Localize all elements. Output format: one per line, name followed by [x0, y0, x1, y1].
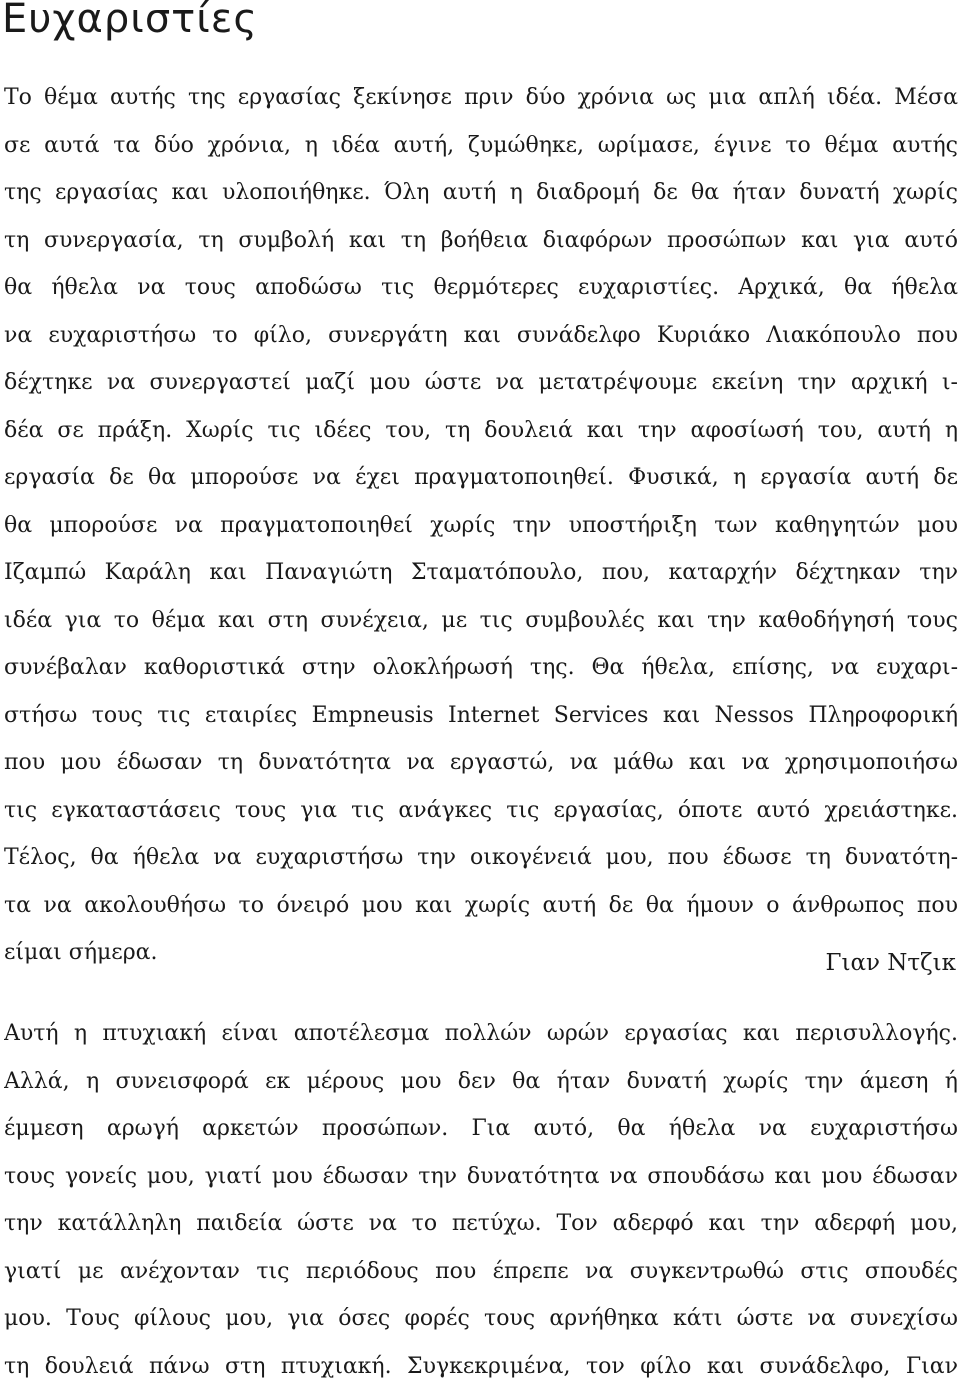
text-line: στήσω τους τις εταιρίες Empneusis Internet Services και Nessos Πληροφορική	[4, 692, 958, 740]
text-line: Αλλά, η συνεισφορά εκ μέρους μου δεν θα ήταν δυνατή χωρίς την άμεση ή	[4, 1058, 958, 1106]
text-line: τα να ακολουθήσω το όνειρό μου και χωρίς αυτή δε θα ήμουν ο άνθρωπος που	[4, 882, 958, 930]
text-line: Αυτή η πτυχιακή είναι αποτέλεσμα πολλών ωρών εργασίας και περισυλλογής.	[4, 1010, 958, 1058]
text-line: σε αυτά τα δύο χρόνια, η ιδέα αυτή, ζυμώθηκε, ωρίμασε, έγινε το θέμα αυτής	[4, 122, 958, 170]
signature: Γιαν Ντζικ	[825, 940, 956, 987]
acknowledgements-paragraph-1	[4, 74, 958, 977]
text-line: Ιζαμπώ Καράλη και Παναγιώτη Σταματόπουλο, που, καταρχήν δέχτηκαν την	[4, 549, 958, 597]
text-line: να ευχαριστήσω το φίλο, συνεργάτη και συνάδελφο Κυριάκο Λιακόπουλο που	[4, 312, 958, 360]
text-line: που μου έδωσαν τη δυνατότητα να εργαστώ, να μάθω και να χρησιμοποιήσω	[4, 739, 958, 787]
text-line: τη δουλειά πάνω στη πτυχιακή. Συγκεκριμένα, τον φίλο και συνάδελφο, Γιαν	[4, 1343, 958, 1390]
text-line: την κατάλληλη παιδεία ώστε να το πετύχω. Τον αδερφό και την αδερφή μου,	[4, 1200, 958, 1248]
text-line: τις εγκαταστάσεις τους για τις ανάγκες τις εργασίας, όποτε αυτό χρειάστηκε.	[4, 787, 958, 835]
text-line: γιατί με ανέχονταν τις περιόδους που έπρεπε να συγκεντρωθώ στις σπουδές	[4, 1248, 958, 1296]
text-line: τη συνεργασία, τη συμβολή και τη βοήθεια διαφόρων προσώπων και για αυτό	[4, 217, 958, 265]
text-line: της εργασίας και υλοποιήθηκε. Όλη αυτή η διαδρομή δε θα ήταν δυνατή χωρίς	[4, 169, 958, 217]
text-line: θα μπορούσε να πραγματοποιηθεί χωρίς την υποστήριξη των καθηγητών μου	[4, 502, 958, 550]
acknowledgements-paragraph-2	[4, 1010, 958, 1390]
text-line: δέα σε πράξη. Χωρίς τις ιδέες του, τη δουλειά και την αφοσίωσή του, αυτή η	[4, 407, 958, 455]
page-title: Ευχαριστίες	[2, 0, 258, 42]
text-line: είμαι σήμερα.	[4, 929, 958, 977]
text-line: ιδέα για το θέμα και στη συνέχεια, με τις συμβουλές και την καθοδήγησή τους	[4, 597, 958, 645]
text-line: θα ήθελα να τους αποδώσω τις θερμότερες ευχαριστίες. Αρχικά, θα ήθελα	[4, 264, 958, 312]
text-line: μου. Τους φίλους μου, για όσες φορές τους αρνήθηκα κάτι ώστε να συνεχίσω	[4, 1295, 958, 1343]
text-line: Τέλος, θα ήθελα να ευχαριστήσω την οικογένειά μου, που έδωσε τη δυνατότη-	[4, 834, 958, 882]
text-line: τους γονείς μου, γιατί μου έδωσαν την δυνατότητα να σπουδάσω και μου έδωσαν	[4, 1153, 958, 1201]
text-line: εργασία δε θα μπορούσε να έχει πραγματοποιηθεί. Φυσικά, η εργασία αυτή δε	[4, 454, 958, 502]
text-line: συνέβαλαν καθοριστικά στην ολοκλήρωσή της. Θα ήθελα, επίσης, να ευχαρι-	[4, 644, 958, 692]
text-line: Το θέμα αυτής της εργασίας ξεκίνησε πριν δύο χρόνια ως μια απλή ιδέα. Μέσα	[4, 74, 958, 122]
text-line: έμμεση αρωγή αρκετών προσώπων. Για αυτό, θα ήθελα να ευχαριστήσω	[4, 1105, 958, 1153]
text-line: δέχτηκε να συνεργαστεί μαζί μου ώστε να μετατρέψουμε εκείνη την αρχική ι-	[4, 359, 958, 407]
